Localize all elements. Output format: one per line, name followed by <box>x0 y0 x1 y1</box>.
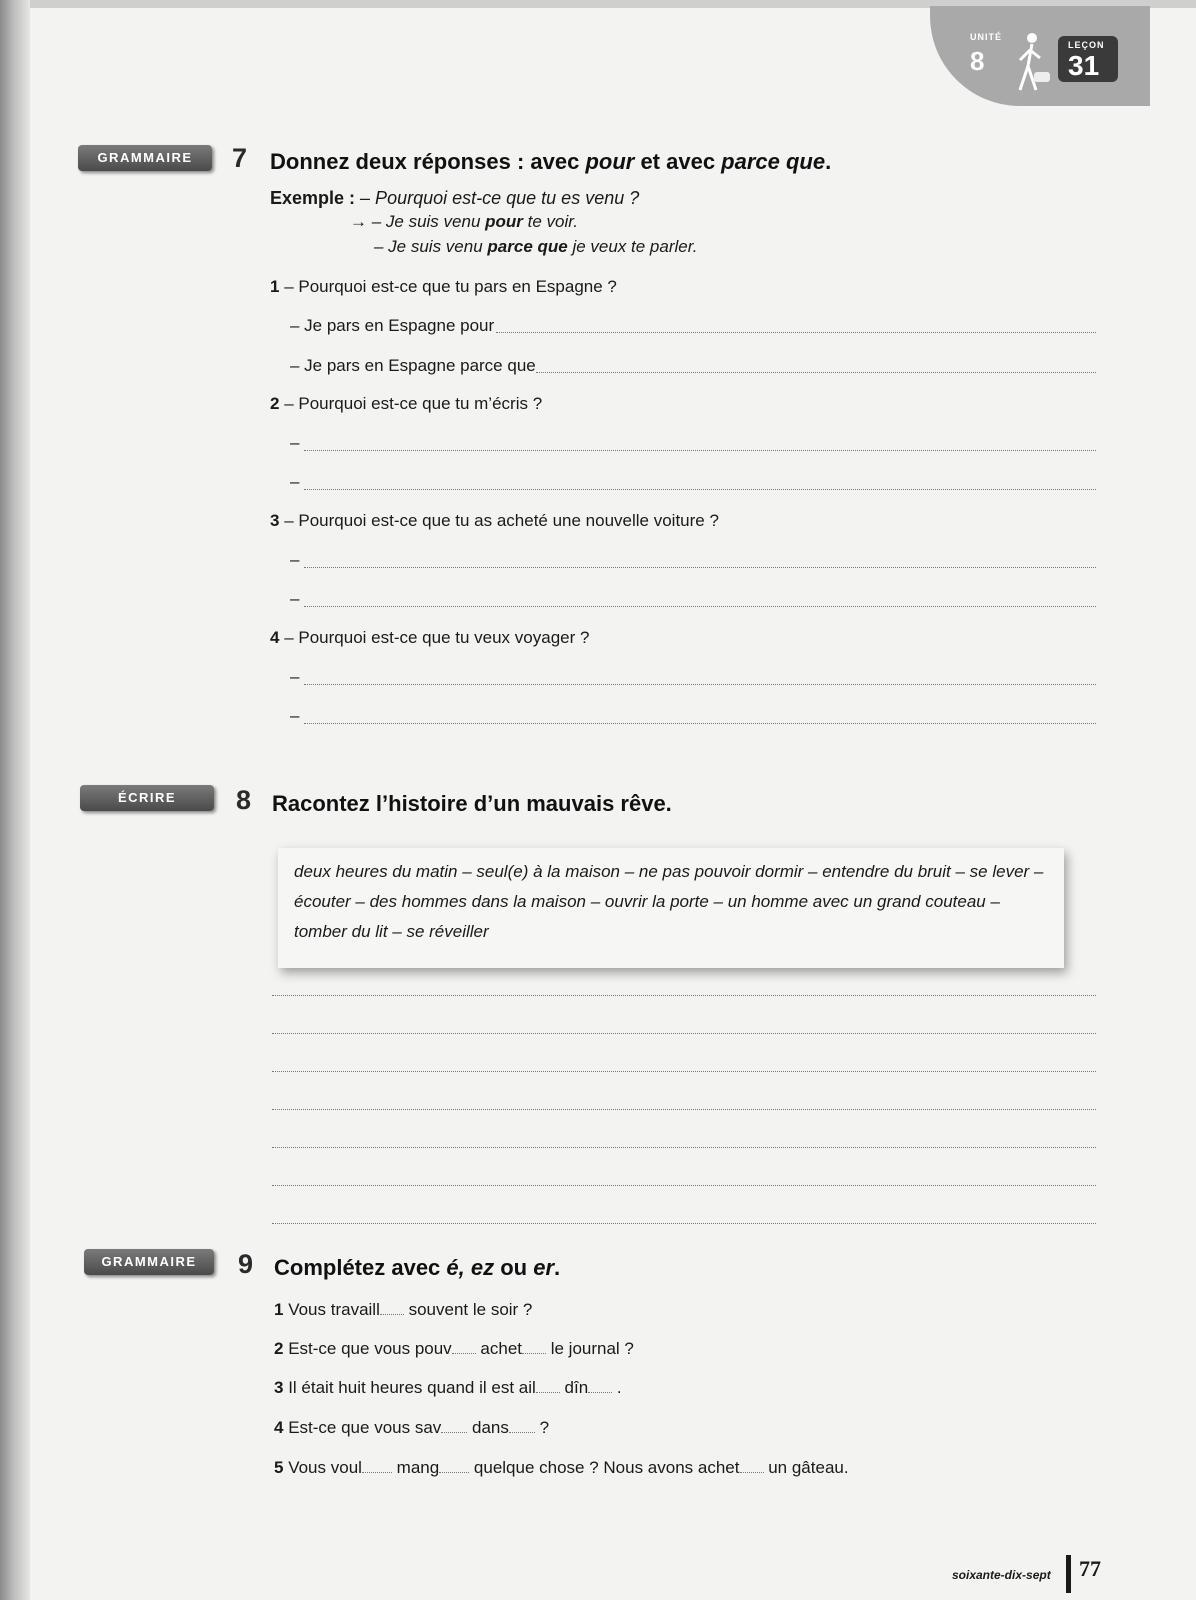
blank[interactable] <box>740 1472 764 1473</box>
answer-1a-line[interactable] <box>496 332 1096 333</box>
answer-4b-line[interactable] <box>304 723 1096 724</box>
answer-1b-label: – Je pars en Espagne parce que <box>290 356 536 375</box>
answer-3a-label: – <box>290 550 300 569</box>
prompt-line: écouter – des hommes dans la maison – ouvrir la porte – un homme avec un grand couteau – <box>294 892 1000 911</box>
exercise-number: 7 <box>232 143 248 173</box>
answer-3a-line[interactable] <box>304 567 1096 568</box>
unit-lesson-tab <box>930 6 1150 106</box>
page-number-words: soixante-dix-sept <box>952 1568 1051 1582</box>
grammaire-badge: GRAMMAIRE <box>78 145 212 171</box>
footer-divider <box>1066 1555 1071 1593</box>
unit-number: 8 <box>970 46 985 76</box>
sentence-1: 1 Vous travaill souvent le soir ? <box>274 1300 533 1319</box>
example-answer-pour: → – Je suis venu pour te voir. <box>350 212 579 231</box>
lesson-label: LEÇON <box>1068 40 1105 50</box>
blank[interactable] <box>536 1392 560 1393</box>
writing-line[interactable] <box>272 1033 1096 1034</box>
exercise-title: Complétez avec é, ez ou er. <box>274 1255 561 1280</box>
answer-2a-label: – <box>290 433 300 452</box>
sentence-2: 2 Est-ce que vous pouv achet le journal ? <box>274 1339 634 1358</box>
writing-line[interactable] <box>272 1147 1096 1148</box>
walking-figure-icon <box>1010 28 1050 98</box>
sentence-5: 5 Vous voul mang quelque chose ? Nous avons achet un gâteau. <box>274 1458 849 1477</box>
exercise-title: Donnez deux réponses : avec pour et avec parce que. <box>270 149 832 174</box>
writing-line[interactable] <box>272 1109 1096 1110</box>
answer-3b-line[interactable] <box>304 606 1096 607</box>
writing-line[interactable] <box>272 1071 1096 1072</box>
grammaire-badge: GRAMMAIRE <box>84 1249 214 1275</box>
answer-4a-label: – <box>290 667 300 686</box>
unit-label: UNITÉ <box>970 32 1002 42</box>
answer-4a-line[interactable] <box>304 684 1096 685</box>
book-spine-shadow <box>0 0 30 1600</box>
writing-line[interactable] <box>272 1223 1096 1224</box>
question-2: 2 – Pourquoi est-ce que tu m’écris ? <box>270 394 543 413</box>
lesson-number: 31 <box>1068 50 1100 81</box>
blank[interactable] <box>441 1432 467 1433</box>
answer-2b-label: – <box>290 472 300 491</box>
blank[interactable] <box>452 1353 476 1354</box>
prompt-line: tomber du lit – se réveiller <box>294 922 489 941</box>
blank[interactable] <box>362 1472 392 1473</box>
prompt-line: deux heures du matin – seul(e) à la maison – ne pas pouvoir dormir – entendre du bruit – se lever – <box>294 862 1044 881</box>
sentence-4: 4 Est-ce que vous sav dans ? <box>274 1418 550 1437</box>
example-question: Exemple : – Pourquoi est-ce que tu es venu ? <box>270 188 640 208</box>
blank[interactable] <box>439 1472 469 1473</box>
writing-line[interactable] <box>272 1185 1096 1186</box>
exercise-number: 9 <box>238 1249 254 1279</box>
answer-1a-label: – Je pars en Espagne pour <box>290 316 495 335</box>
example-answer-parce-que: – Je suis venu parce que je veux te parler. <box>374 237 698 256</box>
arrow-icon: → <box>350 212 367 231</box>
answer-2a-line[interactable] <box>304 450 1096 451</box>
answer-3b-label: – <box>290 589 300 608</box>
blank[interactable] <box>588 1392 612 1393</box>
sentence-3: 3 Il était huit heures quand il est ail dîn . <box>274 1378 622 1397</box>
question-1: 1 – Pourquoi est-ce que tu pars en Espagne ? <box>270 277 617 296</box>
blank[interactable] <box>522 1353 546 1354</box>
exercise-title: Racontez l’histoire d’un mauvais rêve. <box>272 791 672 816</box>
blank[interactable] <box>380 1314 404 1315</box>
question-4: 4 – Pourquoi est-ce que tu veux voyager ? <box>270 628 590 647</box>
answer-4b-label: – <box>290 706 300 725</box>
question-3: 3 – Pourquoi est-ce que tu as acheté une nouvelle voiture ? <box>270 511 719 530</box>
page-number: 77 <box>1079 1556 1101 1581</box>
answer-1b-line[interactable] <box>536 372 1096 373</box>
exercise-number: 8 <box>236 785 252 815</box>
ecrire-badge: ÉCRIRE <box>80 785 214 811</box>
blank[interactable] <box>509 1432 535 1433</box>
writing-line[interactable] <box>272 995 1096 996</box>
prompt-box <box>278 848 1064 968</box>
answer-2b-line[interactable] <box>304 489 1096 490</box>
